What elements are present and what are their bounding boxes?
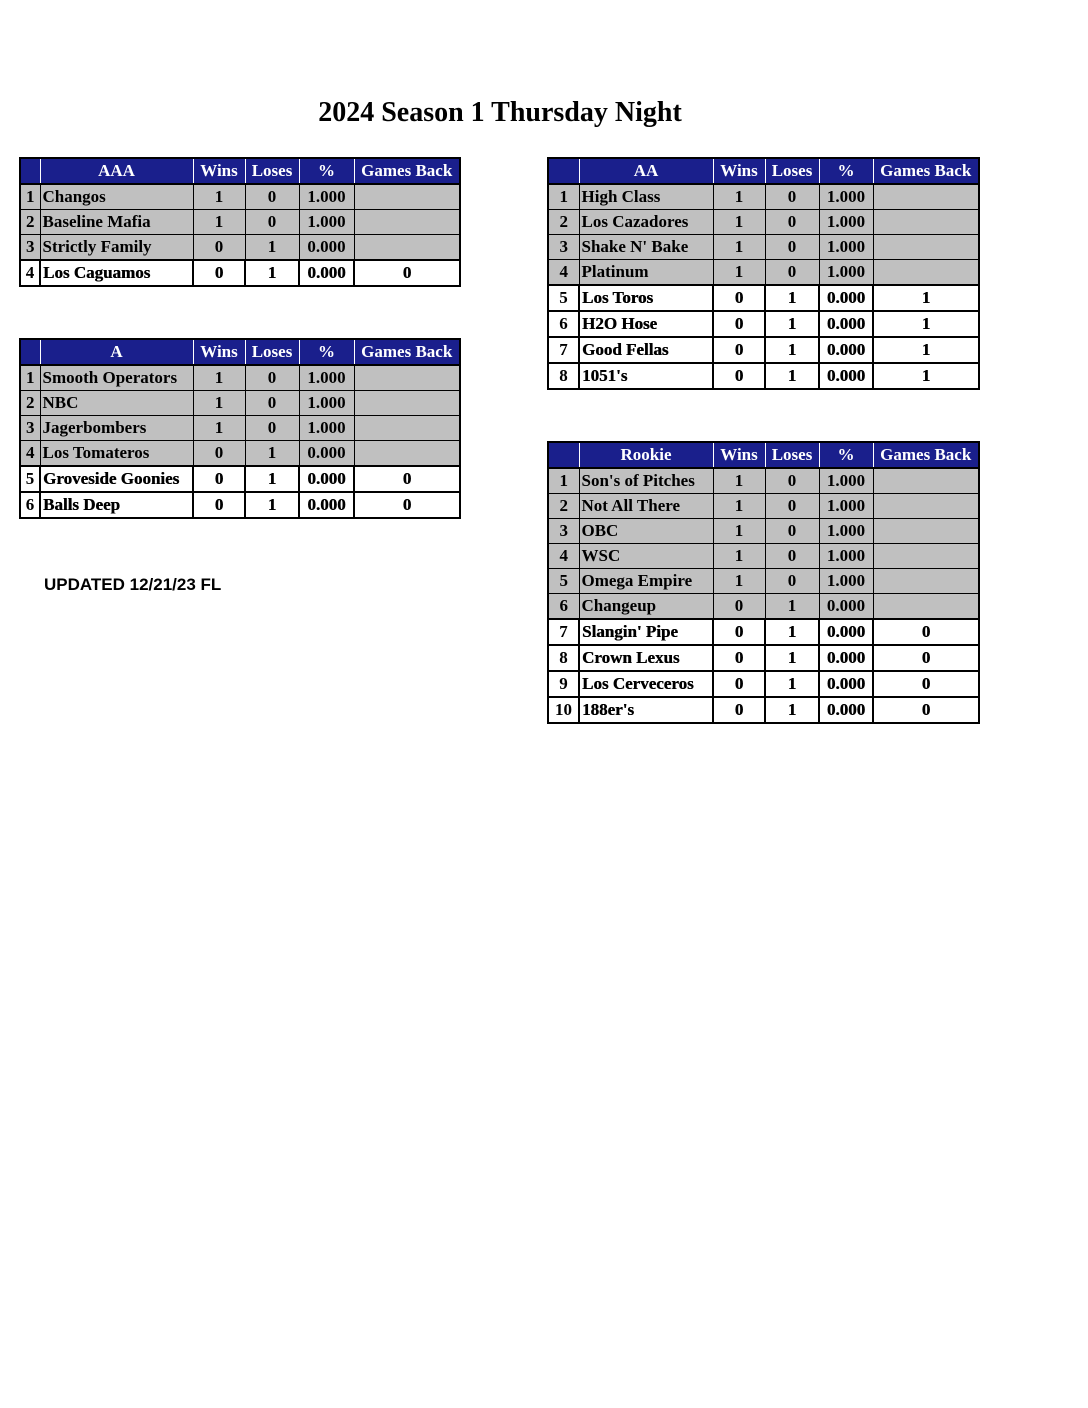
standings-table-aaa (19, 157, 461, 287)
loses-cell: 1 (765, 337, 819, 363)
games-back-cell: 0 (354, 466, 460, 492)
header-row (20, 158, 460, 184)
pct-cell: 0.000 (819, 285, 873, 311)
rank-header (20, 158, 40, 184)
games-back-cell (354, 365, 460, 391)
table-row (548, 519, 979, 544)
rank-cell: 6 (548, 594, 579, 620)
pct-cell: 1.000 (819, 569, 873, 594)
table-row (548, 337, 979, 363)
wins-header: Wins (193, 339, 245, 365)
table-row (548, 260, 979, 286)
pct-cell: 1.000 (819, 210, 873, 235)
loses-cell: 0 (765, 494, 819, 519)
team-cell: 188er's (579, 697, 713, 723)
wins-cell: 0 (713, 363, 765, 389)
games-back-header: Games Back (873, 158, 979, 184)
loses-cell: 1 (765, 311, 819, 337)
table-row (548, 210, 979, 235)
standings-table-a (19, 338, 461, 519)
table-row (20, 235, 460, 261)
rank-cell: 10 (548, 697, 579, 723)
games-back-header: Games Back (354, 158, 460, 184)
pct-cell: 1.000 (819, 184, 873, 210)
wins-cell: 0 (193, 260, 245, 286)
loses-cell: 0 (765, 519, 819, 544)
table-row (548, 544, 979, 569)
games-back-cell (354, 210, 460, 235)
rank-cell: 9 (548, 671, 579, 697)
division-name: Rookie (579, 442, 713, 468)
team-cell: Crown Lexus (579, 645, 713, 671)
wins-header: Wins (713, 158, 765, 184)
team-cell: Los Cazadores (579, 210, 713, 235)
wins-cell: 0 (713, 311, 765, 337)
rank-cell: 4 (20, 441, 40, 467)
team-cell: Los Cerveceros (579, 671, 713, 697)
table-row (548, 363, 979, 389)
team-cell: Balls Deep (40, 492, 193, 518)
games-back-cell (873, 569, 979, 594)
loses-cell: 0 (245, 365, 299, 391)
rank-cell: 4 (20, 260, 40, 286)
rank-cell: 1 (20, 184, 40, 210)
table-row (20, 416, 460, 441)
games-back-header: Games Back (873, 442, 979, 468)
rank-cell: 4 (548, 260, 579, 286)
pct-header: % (299, 158, 354, 184)
rank-cell: 5 (20, 466, 40, 492)
rank-cell: 7 (548, 619, 579, 645)
division-name: A (40, 339, 193, 365)
wins-cell: 0 (713, 594, 765, 620)
loses-cell: 1 (765, 594, 819, 620)
pct-header: % (819, 442, 873, 468)
page-title: 2024 Season 1 Thursday Night (318, 97, 682, 128)
team-cell: Good Fellas (579, 337, 713, 363)
games-back-cell (354, 184, 460, 210)
rank-header (20, 339, 40, 365)
pct-cell: 0.000 (299, 441, 354, 467)
wins-cell: 1 (713, 184, 765, 210)
games-back-cell: 0 (873, 645, 979, 671)
loses-cell: 1 (765, 285, 819, 311)
games-back-cell (873, 494, 979, 519)
rank-cell: 2 (548, 494, 579, 519)
games-back-cell (873, 519, 979, 544)
games-back-cell (873, 184, 979, 210)
table-row (548, 285, 979, 311)
team-cell: Strictly Family (40, 235, 193, 261)
team-cell: NBC (40, 391, 193, 416)
rank-cell: 2 (20, 210, 40, 235)
wins-header: Wins (713, 442, 765, 468)
rank-header (548, 158, 579, 184)
pct-cell: 0.000 (299, 260, 354, 286)
loses-cell: 1 (765, 619, 819, 645)
table-row (20, 466, 460, 492)
pct-cell: 0.000 (819, 363, 873, 389)
header-row (20, 339, 460, 365)
pct-cell: 0.000 (819, 697, 873, 723)
team-cell: OBC (579, 519, 713, 544)
pct-cell: 0.000 (299, 466, 354, 492)
team-cell: High Class (579, 184, 713, 210)
standings-table-rookie (547, 441, 980, 724)
pct-cell: 0.000 (299, 492, 354, 518)
wins-cell: 1 (713, 210, 765, 235)
wins-cell: 0 (193, 441, 245, 467)
games-back-cell (873, 210, 979, 235)
wins-cell: 1 (713, 260, 765, 286)
rank-header (548, 442, 579, 468)
loses-cell: 1 (245, 235, 299, 261)
wins-cell: 0 (193, 235, 245, 261)
rank-cell: 7 (548, 337, 579, 363)
wins-cell: 1 (713, 544, 765, 569)
team-cell: WSC (579, 544, 713, 569)
games-back-cell: 0 (354, 492, 460, 518)
table-row (548, 468, 979, 494)
team-cell: Los Caguamos (40, 260, 193, 286)
games-back-cell (873, 544, 979, 569)
pct-cell: 1.000 (299, 365, 354, 391)
rank-cell: 3 (548, 519, 579, 544)
table-row (548, 184, 979, 210)
pct-cell: 1.000 (819, 235, 873, 260)
loses-cell: 1 (765, 645, 819, 671)
pct-cell: 1.000 (299, 391, 354, 416)
pct-cell: 1.000 (299, 416, 354, 441)
games-back-cell (873, 260, 979, 286)
pct-header: % (819, 158, 873, 184)
wins-cell: 0 (713, 671, 765, 697)
rank-cell: 3 (20, 235, 40, 261)
team-cell: Baseline Mafia (40, 210, 193, 235)
team-cell: Changeup (579, 594, 713, 620)
team-cell: Groveside Goonies (40, 466, 193, 492)
updated-note: UPDATED 12/21/23 FL (44, 575, 222, 594)
team-cell: Shake N' Bake (579, 235, 713, 260)
loses-header: Loses (245, 158, 299, 184)
wins-cell: 1 (193, 416, 245, 441)
loses-header: Loses (765, 158, 819, 184)
team-cell: Smooth Operators (40, 365, 193, 391)
loses-cell: 1 (765, 697, 819, 723)
division-name: AA (579, 158, 713, 184)
rank-cell: 3 (548, 235, 579, 260)
team-cell: H2O Hose (579, 311, 713, 337)
wins-cell: 1 (193, 365, 245, 391)
loses-cell: 0 (245, 416, 299, 441)
loses-cell: 0 (245, 184, 299, 210)
loses-cell: 0 (765, 210, 819, 235)
table-row (548, 569, 979, 594)
pct-cell: 0.000 (299, 235, 354, 261)
pct-cell: 0.000 (819, 645, 873, 671)
table-row (20, 210, 460, 235)
rank-cell: 6 (20, 492, 40, 518)
games-back-cell: 0 (354, 260, 460, 286)
games-back-cell: 0 (873, 619, 979, 645)
loses-cell: 0 (765, 569, 819, 594)
rank-cell: 2 (548, 210, 579, 235)
loses-cell: 0 (245, 391, 299, 416)
loses-header: Loses (765, 442, 819, 468)
team-cell: Changos (40, 184, 193, 210)
header-row (548, 158, 979, 184)
wins-cell: 1 (713, 519, 765, 544)
wins-header: Wins (193, 158, 245, 184)
games-back-cell (354, 235, 460, 261)
table-row (20, 391, 460, 416)
rank-cell: 2 (20, 391, 40, 416)
team-cell: Los Tomateros (40, 441, 193, 467)
table-row (548, 619, 979, 645)
wins-cell: 0 (713, 619, 765, 645)
wins-cell: 1 (193, 391, 245, 416)
loses-cell: 0 (765, 184, 819, 210)
wins-cell: 1 (713, 494, 765, 519)
wins-cell: 1 (193, 184, 245, 210)
rank-cell: 1 (548, 184, 579, 210)
pct-cell: 0.000 (819, 594, 873, 620)
rank-cell: 3 (20, 416, 40, 441)
pct-cell: 1.000 (299, 184, 354, 210)
loses-cell: 0 (245, 210, 299, 235)
wins-cell: 0 (713, 645, 765, 671)
table-row (20, 184, 460, 210)
pct-header: % (299, 339, 354, 365)
rank-cell: 4 (548, 544, 579, 569)
loses-cell: 1 (765, 671, 819, 697)
games-back-header: Games Back (354, 339, 460, 365)
team-cell: Los Toros (579, 285, 713, 311)
team-cell: Omega Empire (579, 569, 713, 594)
wins-cell: 0 (193, 466, 245, 492)
table-row (20, 492, 460, 518)
table-row (548, 311, 979, 337)
wins-cell: 0 (193, 492, 245, 518)
games-back-cell: 1 (873, 363, 979, 389)
games-back-cell (873, 468, 979, 494)
pct-cell: 0.000 (819, 311, 873, 337)
loses-cell: 0 (765, 468, 819, 494)
pct-cell: 0.000 (819, 671, 873, 697)
loses-cell: 1 (245, 441, 299, 467)
games-back-cell: 0 (873, 671, 979, 697)
loses-cell: 1 (245, 492, 299, 518)
rank-cell: 8 (548, 645, 579, 671)
loses-cell: 1 (245, 466, 299, 492)
wins-cell: 1 (193, 210, 245, 235)
games-back-cell (873, 235, 979, 260)
team-cell: Son's of Pitches (579, 468, 713, 494)
wins-cell: 0 (713, 697, 765, 723)
table-row (20, 260, 460, 286)
games-back-cell (873, 594, 979, 620)
games-back-cell: 0 (873, 697, 979, 723)
table-row (548, 494, 979, 519)
pct-cell: 1.000 (299, 210, 354, 235)
pct-cell: 1.000 (819, 494, 873, 519)
games-back-cell (354, 416, 460, 441)
division-name: AAA (40, 158, 193, 184)
table-row (548, 671, 979, 697)
loses-cell: 0 (765, 544, 819, 569)
team-cell: 1051's (579, 363, 713, 389)
loses-cell: 1 (765, 363, 819, 389)
rank-cell: 5 (548, 569, 579, 594)
rank-cell: 8 (548, 363, 579, 389)
games-back-cell (354, 441, 460, 467)
loses-cell: 0 (765, 235, 819, 260)
pct-cell: 0.000 (819, 619, 873, 645)
wins-cell: 1 (713, 569, 765, 594)
games-back-cell: 1 (873, 337, 979, 363)
pct-cell: 0.000 (819, 337, 873, 363)
pct-cell: 1.000 (819, 519, 873, 544)
pct-cell: 1.000 (819, 468, 873, 494)
wins-cell: 0 (713, 285, 765, 311)
wins-cell: 1 (713, 468, 765, 494)
rank-cell: 1 (20, 365, 40, 391)
rank-cell: 1 (548, 468, 579, 494)
rank-cell: 6 (548, 311, 579, 337)
wins-cell: 0 (713, 337, 765, 363)
table-row (548, 645, 979, 671)
loses-cell: 1 (245, 260, 299, 286)
games-back-cell: 1 (873, 311, 979, 337)
table-row (20, 441, 460, 467)
games-back-cell (354, 391, 460, 416)
pct-cell: 1.000 (819, 544, 873, 569)
games-back-cell: 1 (873, 285, 979, 311)
loses-cell: 0 (765, 260, 819, 286)
pct-cell: 1.000 (819, 260, 873, 286)
loses-header: Loses (245, 339, 299, 365)
rank-cell: 5 (548, 285, 579, 311)
table-row (548, 594, 979, 620)
team-cell: Not All There (579, 494, 713, 519)
table-row (548, 697, 979, 723)
team-cell: Slangin' Pipe (579, 619, 713, 645)
header-row (548, 442, 979, 468)
wins-cell: 1 (713, 235, 765, 260)
team-cell: Platinum (579, 260, 713, 286)
standings-table-aa (547, 157, 980, 390)
table-row (548, 235, 979, 260)
table-row (20, 365, 460, 391)
team-cell: Jagerbombers (40, 416, 193, 441)
